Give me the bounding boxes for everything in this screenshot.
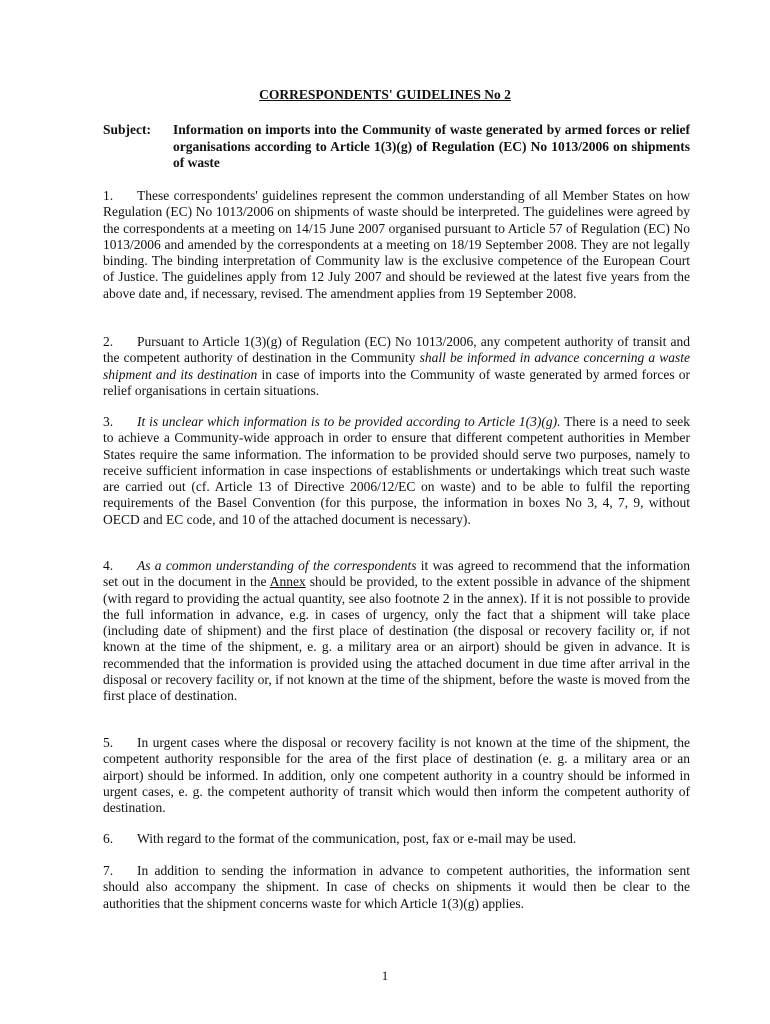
paragraph-italic-text: As a common understanding of the correspondents: [137, 558, 417, 573]
paragraph-text: With regard to the format of the communication, post, fax or e-mail may be used.: [137, 831, 577, 846]
paragraph-1: [103, 188, 690, 302]
paragraph-text: In addition to sending the information in advance to competent authorities, the information sent should also accompany the shipment. In case of checks on shipments it would then be clear to the authorities that the shipment concerns waste for which Article 1(3)(g) applies.: [103, 863, 690, 911]
paragraph-italic-text: It is unclear which information is to be provided according to Article 1(3)(g).: [137, 414, 561, 429]
paragraph-text: There is a need to seek to achieve a Community-wide approach in order to ensure that different competent authorities in Member States require the same information. The information to be provided should serve two purposes, namely to receive sufficient information in case inspections of establishments or undertakings which treat such waste are carried out (cf. Article 13 of Directive 2006/12/EC on waste) and to be able to fulfil the reporting requirements of the Basel Convention (for this purpose, the information in boxes No 3, 4, 7, 9, without OECD and EC code, and 10 of the attached document is necessary).: [103, 414, 690, 527]
paragraph-text: in case of imports into the Community of waste generated by armed forces or relief organisations in certain situations.: [103, 366, 691, 398]
paragraph-3: [103, 414, 690, 528]
paragraph-5: [103, 735, 690, 816]
paragraph-text: it was agreed to recommend that the information set out in the document in the: [103, 558, 690, 590]
paragraph-number: 3.: [103, 414, 114, 429]
page-title: CORRESPONDENTS' GUIDELINES No 2: [259, 87, 511, 102]
paragraph-number: 7.: [103, 863, 114, 878]
paragraph-text: These correspondents' guidelines represent the common understanding of all Member States on how Regulation (EC) No 1013/2006 on shipments of waste should be interpreted. The guidelines were agreed by the correspondents at a meeting on 14/15 June 2007 organised pursuant to Article 57 of Regulation (EC) No 1013/2006 and amended by the correspondents at a meeting on 18/19 September 2008. They are not legally binding. The binding interpretation of Community law is the exclusive competence of the European Court of Justice. The guidelines apply from 12 July 2007 and should be reviewed at the latest five years from the above date and, if necessary, revised. The amendment applies from 19 September 2008.: [103, 188, 690, 301]
subject-label: Subject:: [103, 122, 151, 137]
paragraph-4: [103, 558, 690, 705]
paragraph-text: Pursuant to Article 1(3)(g) of Regulation (EC) No 1013/2006, any competent authority of transit and the competent authority of destination in the Community: [103, 334, 690, 366]
subject-block: [103, 122, 690, 172]
paragraph-2: [103, 334, 690, 399]
paragraph-italic-text: shall be informed in advance concerning a waste shipment and its destination: [103, 350, 691, 382]
paragraph-number: 1.: [103, 188, 114, 203]
subject-text: Information on imports into the Community of waste generated by armed forces or relief organisations according to Article 1(3)(g) of Regulation (EC) No 1013/2006 on shipments of waste: [173, 122, 690, 170]
paragraph-number: 6.: [103, 831, 114, 846]
paragraph-number: 4.: [103, 558, 114, 573]
paragraph-number: 2.: [103, 334, 114, 349]
annex-link: Annex: [269, 574, 306, 590]
paragraph-6: [103, 831, 690, 847]
page-number: 1: [381, 968, 389, 983]
paragraph-number: 5.: [103, 735, 114, 750]
paragraph-text: should be provided, to the extent possible in advance of the shipment (with regard to providing the actual quantity, see also footnote 2 in the annex). If it is not possible to provide the full information in advance, e.g. in cases of urgency, only the fact that a shipment will take place (including date of shipment) and the first place of destination (the disposal or recovery facility or, if not known at the time of the shipment, e. g. a military area or an airport) should be given in advance. It is recommended that the information is provided using the attached document in due time after arrival in the disposal or recovery facility or, if not known at the time of the shipment, before the waste is moved from the first place of destination.: [103, 574, 690, 704]
paragraph-7: [103, 863, 690, 912]
paragraph-text: In urgent cases where the disposal or recovery facility is not known at the time of the shipment, the competent authority responsible for the area of the first place of destination (e. g. a military area or an airport) should be informed. In addition, only one competent authority in a country should be informed in urgent cases, e. g. the competent authority of transit which would then inform the competent authority of destination.: [103, 735, 690, 816]
